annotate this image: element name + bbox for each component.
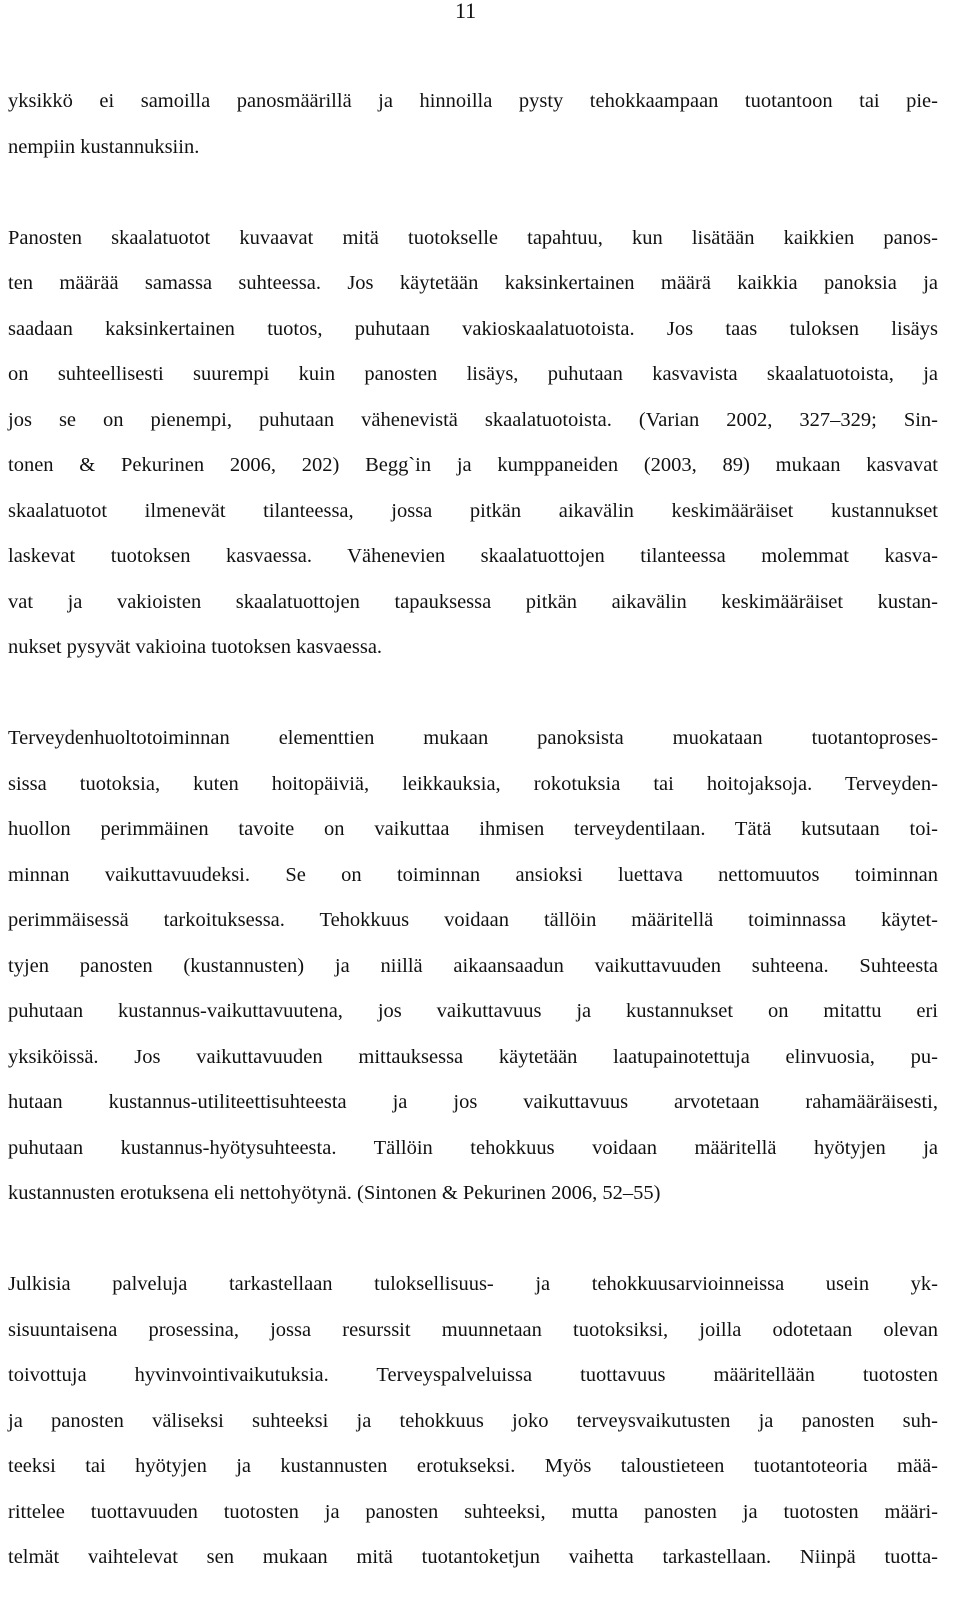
text-line: puhutaan kustannus-vaikuttavuutena, jos vaikuttavuus ja kustannukset on mitattu eri <box>8 1000 938 1022</box>
text-line: nukset pysyvät vakioina tuotoksen kasvaessa. <box>8 636 383 658</box>
text-line: ten määrää samassa suhteessa. Jos käytetään kaksinkertainen määrä kaikkia panoksia ja <box>8 272 938 294</box>
text-line: ja panosten väliseksi suhteeksi ja tehokkuus joko terveysvaikutusten ja panosten suh- <box>8 1409 938 1432</box>
paragraph-1 <box>8 79 938 170</box>
text-line: yksiköissä. Jos vaikuttavuuden mittauksessa käytetään laatupainotettuja elinvuosia, pu- <box>8 1045 938 1068</box>
text-line: jos se on pienempi, puhutaan vähenevistä skaalatuotoista. (Varian 2002, 327–329; Sin- <box>8 408 938 431</box>
text-line: sisuuntaisena prosessina, jossa resurssit muunnetaan tuotoksiksi, joilla odotetaan olevan <box>8 1318 938 1341</box>
text-line: Terveydenhuoltotoiminnan elementtien mukaan panoksista muokataan tuotantoproses- <box>8 727 938 749</box>
text-line: teeksi tai hyötyjen ja kustannusten erotukseksi. Myös taloustieteen tuotantoteoria mää- <box>8 1455 938 1477</box>
text-line: Panosten skaalatuotot kuvaavat mitä tuotokselle tapahtuu, kun lisätään kaikkien panos- <box>8 226 938 249</box>
text-line: laskevat tuotoksen kasvaessa. Vähenevien skaalatuottojen tilanteessa molemmat kasva- <box>8 545 938 567</box>
text-line: on suhteellisesti suurempi kuin panosten lisäys, puhutaan kasvavista skaalatuotoista, ja <box>8 363 938 385</box>
paragraph-2 <box>8 216 938 671</box>
text-line: tonen & Pekurinen 2006, 202) Begg`in ja kumppaneiden (2003, 89) mukaan kasvavat <box>8 454 938 476</box>
text-line: skaalatuotot ilmenevät tilanteessa, jossa pitkän aikavälin keskimääräiset kustannukset <box>8 499 938 522</box>
text-line: nempiin kustannuksiin. <box>8 135 200 158</box>
text-line: kustannusten erotuksena eli nettohyötynä. (Sintonen & Pekurinen 2006, 52–55) <box>8 1182 661 1204</box>
text-line: perimmäisessä tarkoituksessa. Tehokkuus voidaan tällöin määritellä toiminnassa käytet- <box>8 909 938 931</box>
text-line: yksikkö ei samoilla panosmäärillä ja hinnoilla pysty tehokkaampaan tuotantoon tai pie- <box>8 90 938 112</box>
text-line: saadaan kaksinkertainen tuotos, puhutaan vakioskaalatuotoista. Jos taas tuloksen lisäys <box>8 317 938 340</box>
text-line: vat ja vakioisten skaalatuottojen tapauksessa pitkän aikavälin keskimääräiset kustan- <box>8 590 938 613</box>
text-line: minnan vaikuttavuudeksi. Se on toiminnan ansioksi luettava nettomuutos toiminnan <box>8 863 938 886</box>
text-line: rittelee tuottavuuden tuotosten ja panosten suhteeksi, mutta panosten ja tuotosten määri- <box>8 1500 938 1523</box>
paragraph-3 <box>8 716 938 1217</box>
text-line: telmät vaihtelevat sen mukaan mitä tuotantoketjun vaihetta tarkastellaan. Niinpä tuotta- <box>8 1546 938 1568</box>
paragraph-4 <box>8 1262 938 1581</box>
text-line: Julkisia palveluja tarkastellaan tuloksellisuus- ja tehokkuusarvioinneissa usein yk- <box>8 1273 938 1295</box>
text-line: toivottuja hyvinvointivaikutuksia. Terveyspalveluissa tuottavuus määritellään tuotosten <box>8 1364 938 1386</box>
page-number: 11 <box>455 0 477 23</box>
document-body <box>8 79 938 1581</box>
text-line: tyjen panosten (kustannusten) ja niillä aikaansaadun vaikuttavuuden suhteena. Suhteesta <box>8 954 938 977</box>
text-line: sissa tuotoksia, kuten hoitopäiviä, leikkauksia, rokotuksia tai hoitojaksoja. Terveyden- <box>8 772 938 795</box>
text-line: hutaan kustannus-utiliteettisuhteesta ja jos vaikuttavuus arvotetaan rahamääräisesti, <box>8 1091 938 1113</box>
text-line: puhutaan kustannus-hyötysuhteesta. Tällöin tehokkuus voidaan määritellä hyötyjen ja <box>8 1136 938 1159</box>
text-line: huollon perimmäinen tavoite on vaikuttaa ihmisen terveydentilaan. Tätä kutsutaan toi- <box>8 818 938 840</box>
